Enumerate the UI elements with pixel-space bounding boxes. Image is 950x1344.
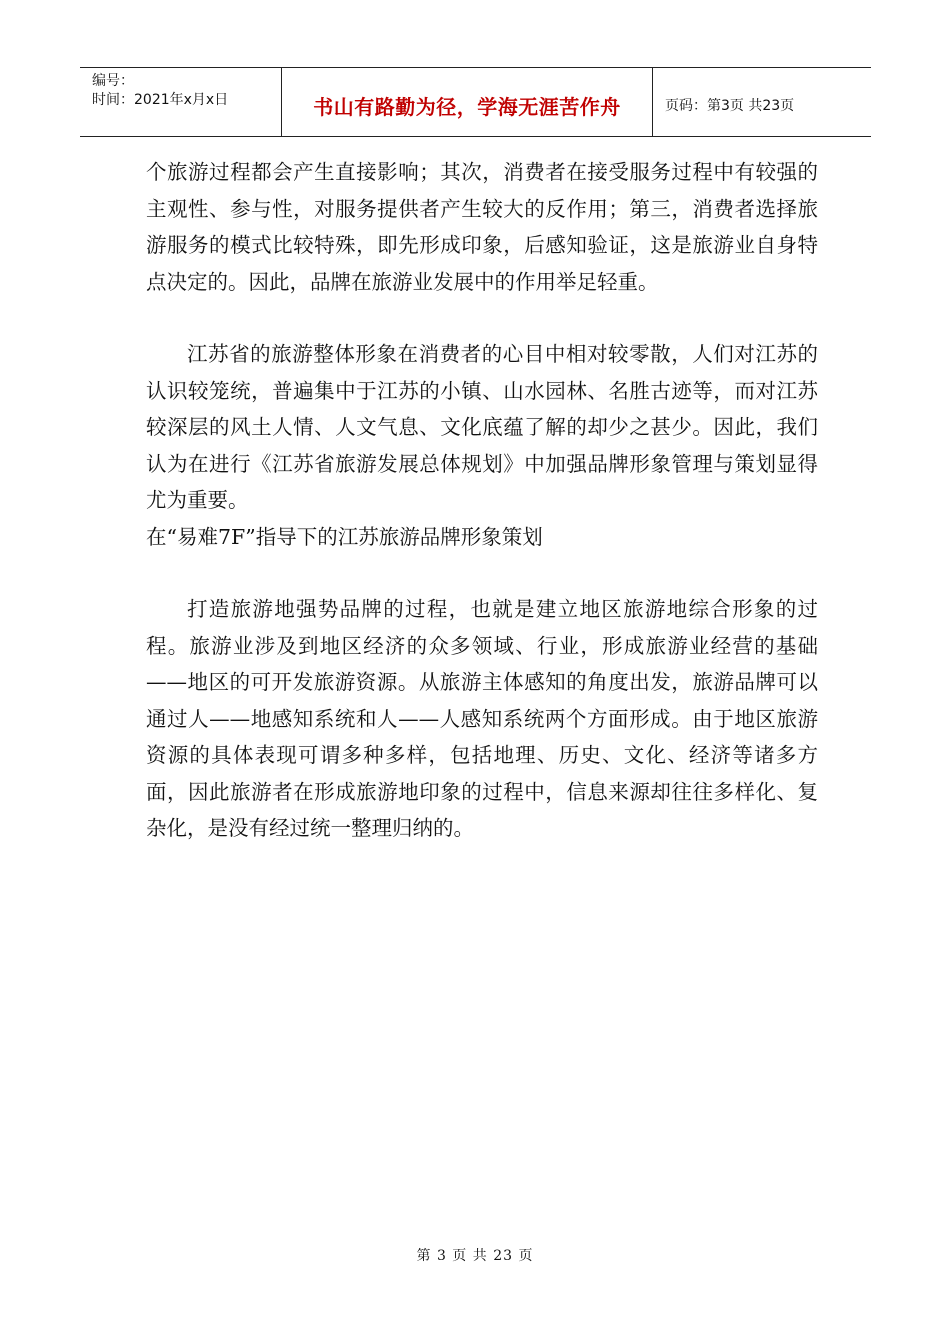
paragraph-continued: 个旅游过程都会产生直接影响；其次，消费者在接受服务过程中有较强的主观性、参与性，对服务提供者产生较大的反作用；第三，消费者选择旅游服务的模式比较特殊，即先形成印象，后感知验证，这是旅游业自身特点决定的。因此，品牌在旅游业发展中的作用举足轻重。 [146,160,818,294]
paragraph-jiangsu-image: 江苏省的旅游整体形象在消费者的心目中相对较零散，人们对江苏的认识较笼统，普遍集中于江苏的小镇、山水园林、名胜古迹等，而对江苏较深层的风土人情、人文气息、文化底蕴了解的却少之甚少。因此，我们认为在进行《江苏省旅游发展总体规划》中加强品牌形象管理与策划显得尤为重要。 [146,342,818,512]
header-meta-cell [80,68,282,136]
page-footer: 第 3 页 共 23 页 [416,1248,534,1264]
header-page-info: 页码：第3页 共23页 [665,98,795,114]
header-motto: 书山有路勤为径，学海无涯苦作舟 [282,68,653,136]
section-heading: 在“易难7F”指导下的江苏旅游品牌形象策划 [146,524,543,549]
document-body [146,154,818,847]
page-header [80,67,871,137]
paragraph-brand-building: 打造旅游地强势品牌的过程，也就是建立地区旅游地综合形象的过程。旅游业涉及到地区经济的众多领域、行业，形成旅游业经营的基础——地区的可开发旅游资源。从旅游主体感知的角度出发，旅游品牌可以通过人——地感知系统和人——人感知系统两个方面形成。由于地区旅游资源的具体表现可谓多种多样，包括地理、历史、文化、经济等诸多方面，因此旅游者在形成旅游地印象的过程中，信息来源却往往多样化、复杂化，是没有经过统一整理归纳的。 [146,597,818,840]
date-label: 时间：2021年x月x日 [92,92,229,108]
serial-number-label: 编号： [92,73,134,89]
